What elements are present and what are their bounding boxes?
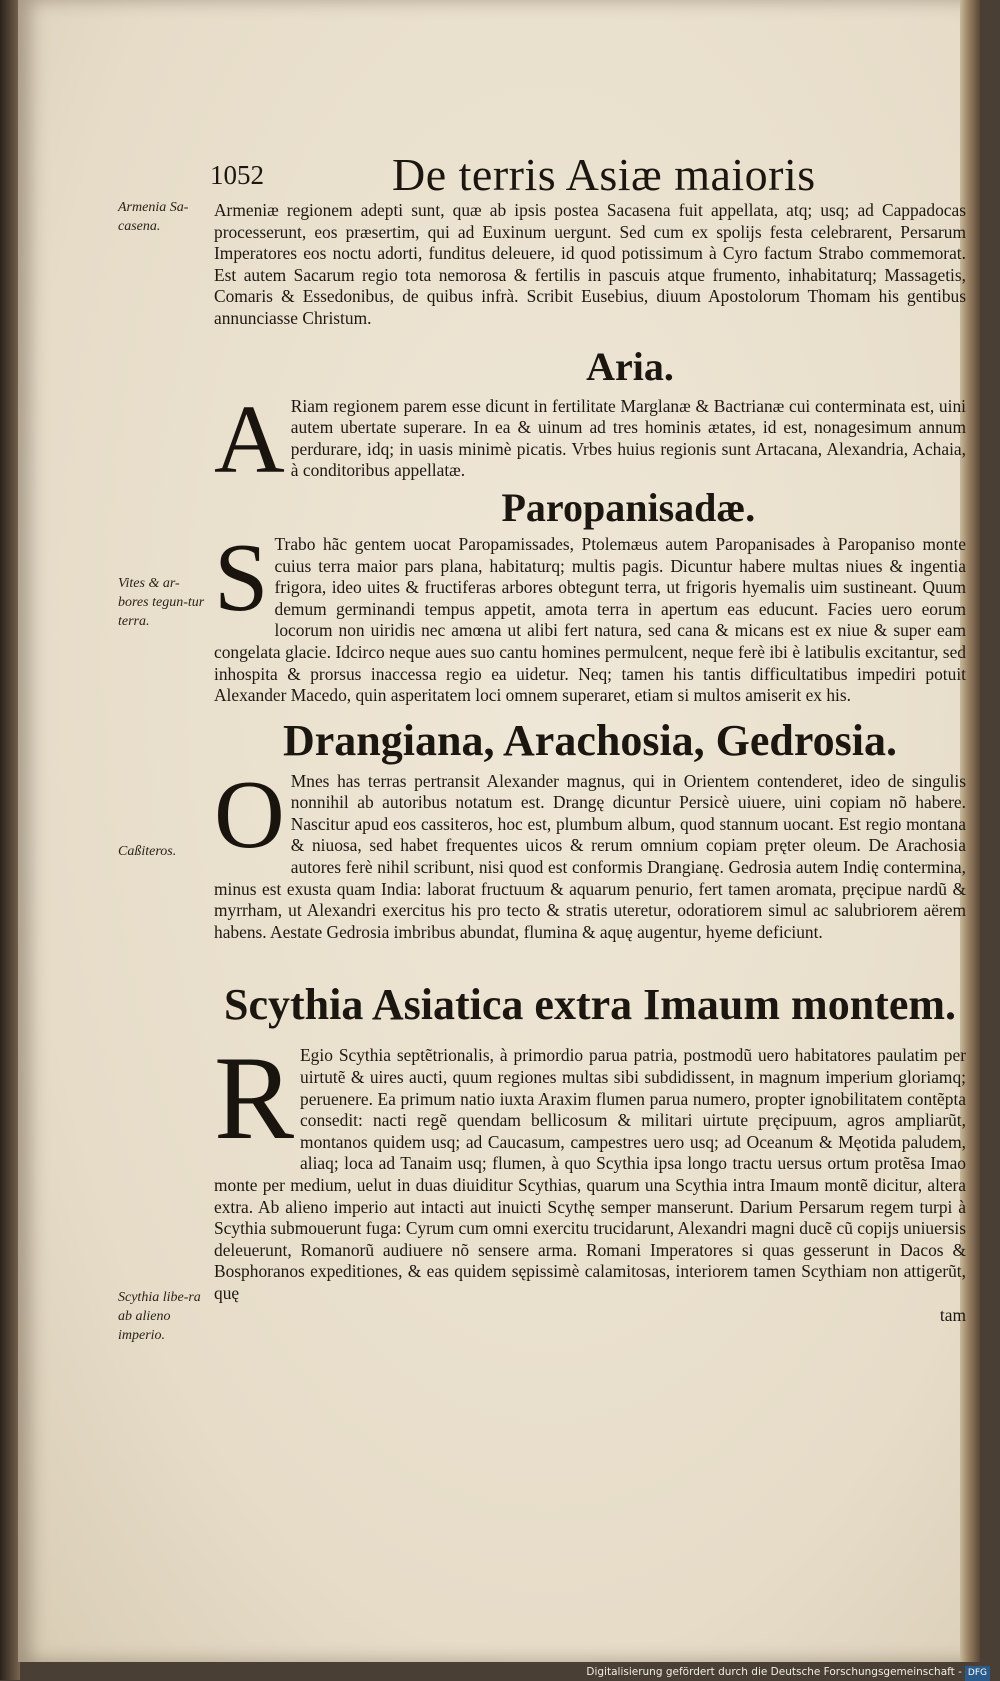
margin-note-vites: Vites & ar-bores tegun-tur terra. <box>118 576 205 629</box>
paropanisadae-paragraph: Trabo hãc gentem uocat Paropamissades, Ptolemæus autem Paropanisades à Paropaniso monte cuius terra maior pars plana, habitaturq; multis pagis. Dicuntur habere multas niues & ingentia frigora, ideo uites & fructiferas arbores obtegunt terra, ut frigoris hyemalis uim sustineant. Quum demum germinandi tempus appetit, amota terra in apertum eas educunt. Facies uero eorum locorum non uiridis nec amœna ut alibi fert natura, sed cana & micans est ex niue & super eam congelata glacie. Idcirco neque aues suo cantu homines permulcent, neque ferè ibi è latibulis excitantur, sed inhospita & prorsus inaccessa regio ea uidetur. Neq; tamen his tantis difficultatibus impediri potuit Alexander Macedo, quin asperitatem loci omnem superaret, etiam si multos amiserit ex his. <box>214 533 966 706</box>
dfg-logo: DFG <box>965 1666 990 1681</box>
margin-note-cassiteros: Caßiteros. <box>118 844 177 859</box>
dropcap-s: S <box>214 523 269 632</box>
footer-text: Digitalisierung gefördert durch die Deutsche Forschungsgemeinschaft - <box>586 1666 962 1678</box>
margin-note-scythia: Scythia libe-ra ab alieno imperio. <box>118 1290 201 1343</box>
digitization-footer <box>580 1665 990 1680</box>
margin-note-armenia: Armenia Sa-casena. <box>118 200 189 234</box>
page-number: 1052 <box>210 160 264 190</box>
section-paropanisadae <box>214 523 966 707</box>
section-heading-aria: Aria. <box>586 343 674 389</box>
scythia-paragraph: Egio Scythia septẽtrionalis, à primordio parua patria, postmodũ uero habitatores paulatim per uirtutẽ & uires aucti, quum regiones multas sibi subdidissent, in magnum imperium gloriamq; peruenere. Ea primum natio iuxta Araxim flumen parua numero, propter ignobilitatem contẽpta consedit: nacti regẽ quendam bellicosum & militari uirtute pręcipuum, agros ampliarũt, montanos quidem usq; ad Caucasum, campestres uero usq; ad Oceanum & Męotida paludem, aliaq; loca ad Tanaim usq; flumen, à quo Scythia ipsa longo tractu uersus ortum protẽsa Imao monte per medium, uelut in duas diuiditur Scythias, quarum una Scythia intra Imaum montẽ dicitur, altera extra. Ab alieno imperio aut intacti aut inuicti Scythę semper manserunt. Darium Persarum regem turpi à Scythia submouerunt fuga: Cyrum cum omni exercitu trucidarunt, Alexandri magni ducẽ cũ copijs uniuersis deleuerunt, Romanorũ audiuere nõ sensere arma. Romani Imperatores si quas gesserunt in Dacos & Bosphoranos expeditiones, & eas quidem sępissimè calamitosas, interiorem tamen Scythiam non attigerũt, quę <box>214 1045 966 1303</box>
dropcap-r: R <box>214 1031 295 1165</box>
section-heading-drangiana: Drangiana, Arachosia, Gedrosia. <box>282 715 897 765</box>
section-heading-paropanisadae: Paropanisadæ. <box>501 484 756 530</box>
aria-paragraph: Riam regionem parem esse dicunt in fertilitate Marglanæ & Bactrianæ cui conterminata est, uini autem ubertate superare. In ea & uinum ad tres hominis ætates, id est, nonagesimum annum perdurare, idq; in uasis minimè picatis. Vrbes huius regionis sunt Artacana, Alexandria, Achaia, à conditoribus appellatæ. <box>290 395 966 481</box>
dropcap-a: A <box>214 385 285 494</box>
main-text-column <box>214 200 966 1326</box>
section-drangiana <box>214 760 966 944</box>
running-title: De terris Asiæ maioris <box>392 149 816 200</box>
section-heading-scythia: Scythia Asiatica extra Imaum montem. <box>223 980 956 1030</box>
intro-paragraph: Armeniæ regionem adepti sunt, quæ ab ipsis postea Sacasena fuit appellata, atq; usq; ad Cappadocas processerunt, eos præsertim, qui ad Euxinum uergunt. Sed cum ex spolijs festa celebrarent, Persarum Imperatores eos noctu adorti, funditus deleuere, id quod potissimum à Cyro factum Strabo commemorat. Est autem Sacarum regio tota nemorosa & fertilis in pascuis atque frumento, inhabitaturq; Massagetis, Comaris & Essedonibus, de quibus infrà. Scribit Eusebius, diuum Apostolorum Thomam his gentibus annunciasse Christum. <box>214 200 966 328</box>
page-header <box>210 148 930 206</box>
book-spine <box>0 0 20 1680</box>
dropcap-o: O <box>214 760 285 869</box>
catchword: tam <box>939 1304 966 1325</box>
drangiana-paragraph: Mnes has terras pertransit Alexander magnus, qui in Orientem contenderet, ideo de singulis nonnihil ab autoribus notatum est. Drangę dicuntur Persicè uiuere, uini copiam nõ habere. Nascitur apud eos cassiteros, hoc est, plumbum album, quod stannum uocant. Est regio montana & niuosa, sed habet frequentes uicos & rerum omnium copiam pręter oleum. De Arachosia autores ferè nihil scribunt, nisi quod est conformis Drangianę. Gedrosia autem Indię contermina, minus est exusta quam India: laborat fructuum & aquarum penurio, fert tamen aromata, pręcipue nardũ & myrrham, ut Alexandri exercitus his pro tecto & stratis uteretur, odoratiorem simul ac salubriorem aërem habens. Aestate Gedrosia imbribus abundat, flumina & aquę augentur, hyeme deficiunt. <box>214 770 966 942</box>
section-scythia <box>214 1031 966 1326</box>
section-aria <box>214 385 966 494</box>
